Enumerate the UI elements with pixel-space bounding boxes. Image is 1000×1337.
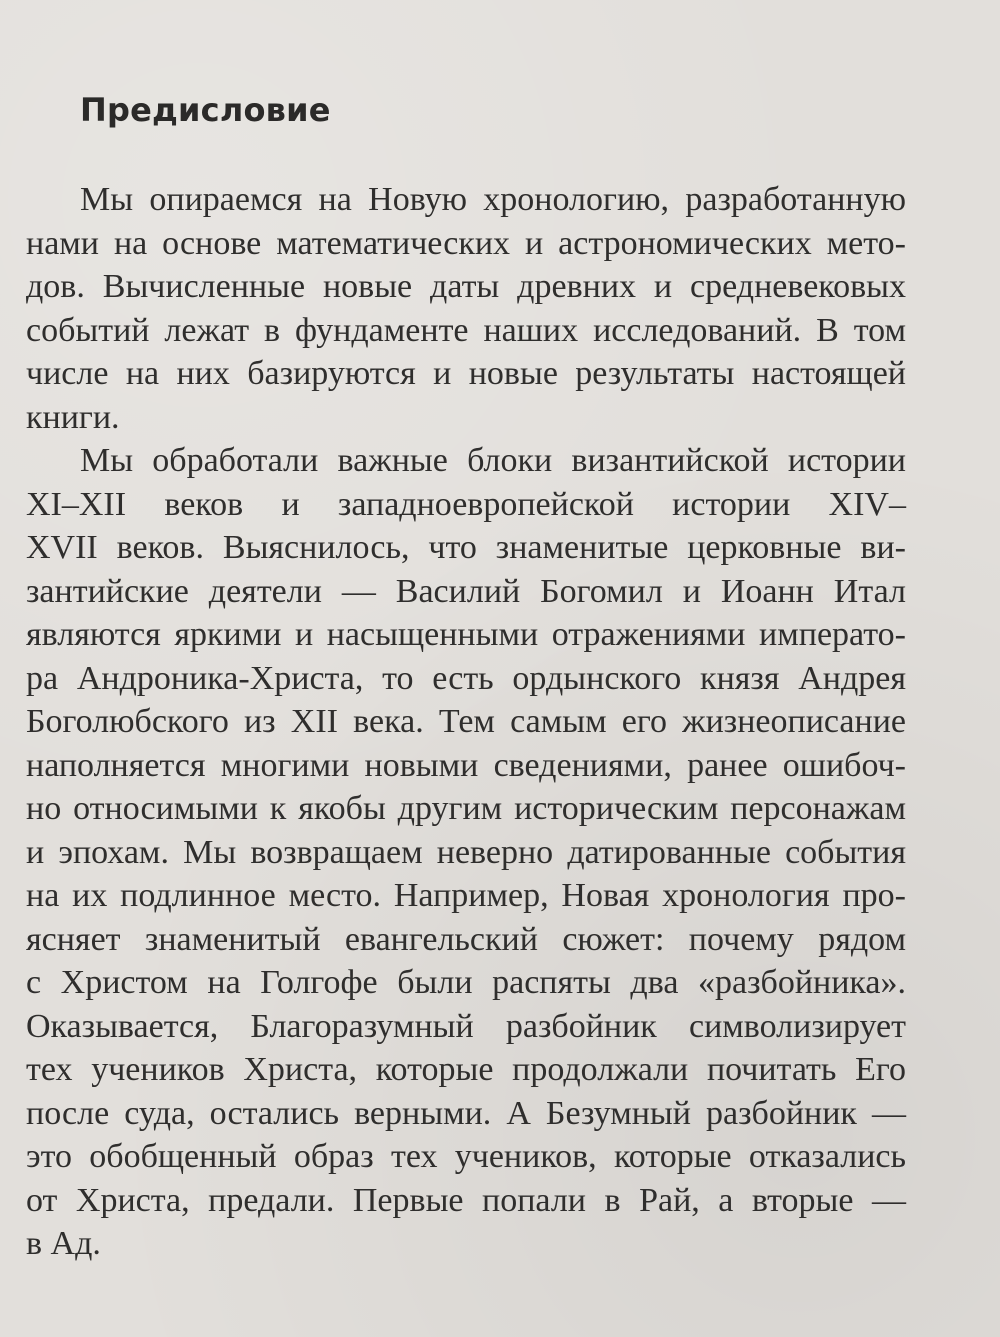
text-line: XI–XII веков и западноевропейской истории XIV– xyxy=(26,485,906,523)
text-line: числе на них базируются и новые результаты настоящей xyxy=(26,355,906,392)
text-line: наполняется многими новыми сведениями, ранее ошибоч- xyxy=(26,746,906,784)
paragraph-1 xyxy=(26,178,906,439)
text-line: зантийские деятели — Василий Богомил и Иоанн Итал xyxy=(26,572,906,610)
body-text xyxy=(26,178,906,1266)
text-line: являются яркими и насыщенными отражениями императо- xyxy=(26,616,906,653)
paragraph-2 xyxy=(26,439,906,1266)
text-line: ра Андроника-Христа, то есть ордынского князя Андрея xyxy=(26,659,906,697)
text-line: в Ад. xyxy=(26,1225,101,1262)
text-line: от Христа, предали. Первые попали в Рай, а вторые — xyxy=(26,1181,906,1219)
text-line: дов. Вычисленные новые даты древних и средневековых xyxy=(26,268,906,305)
text-line: XVII веков. Выяснилось, что знаменитые церковные ви- xyxy=(26,529,906,566)
text-line: это обобщенный образ тех учеников, которые отказались xyxy=(26,1138,906,1175)
text-line: событий лежат в фундаменте наших исследований. В том xyxy=(26,311,906,349)
text-line: на их подлинное место. Например, Новая хронология про- xyxy=(26,877,906,914)
text-line: и эпохам. Мы возвращаем неверно датированные события xyxy=(26,833,906,871)
text-line: тех учеников Христа, которые продолжали почитать Его xyxy=(26,1051,906,1088)
text-line: Мы обработали важные блоки византийской истории xyxy=(80,442,906,479)
page-title: Предисловие xyxy=(80,91,331,129)
text-line: с Христом на Голгофе были распяты два «разбойника». xyxy=(26,964,906,1001)
text-line: книги. xyxy=(26,398,120,436)
text-line: после суда, остались верными. А Безумный разбойник — xyxy=(26,1094,906,1132)
text-line: ясняет знаменитый евангельский сюжет: почему рядом xyxy=(26,920,906,958)
text-line: нами на основе математических и астрономических мето- xyxy=(26,224,906,262)
text-line: Боголюбского из XII века. Тем самым его жизнеописание xyxy=(26,703,906,740)
text-line: Оказывается, Благоразумный разбойник символизирует xyxy=(26,1007,906,1045)
text-line: но относимыми к якобы другим историческим персонажам xyxy=(26,790,906,827)
text-line: Мы опираемся на Новую хронологию, разработанную xyxy=(80,181,906,218)
